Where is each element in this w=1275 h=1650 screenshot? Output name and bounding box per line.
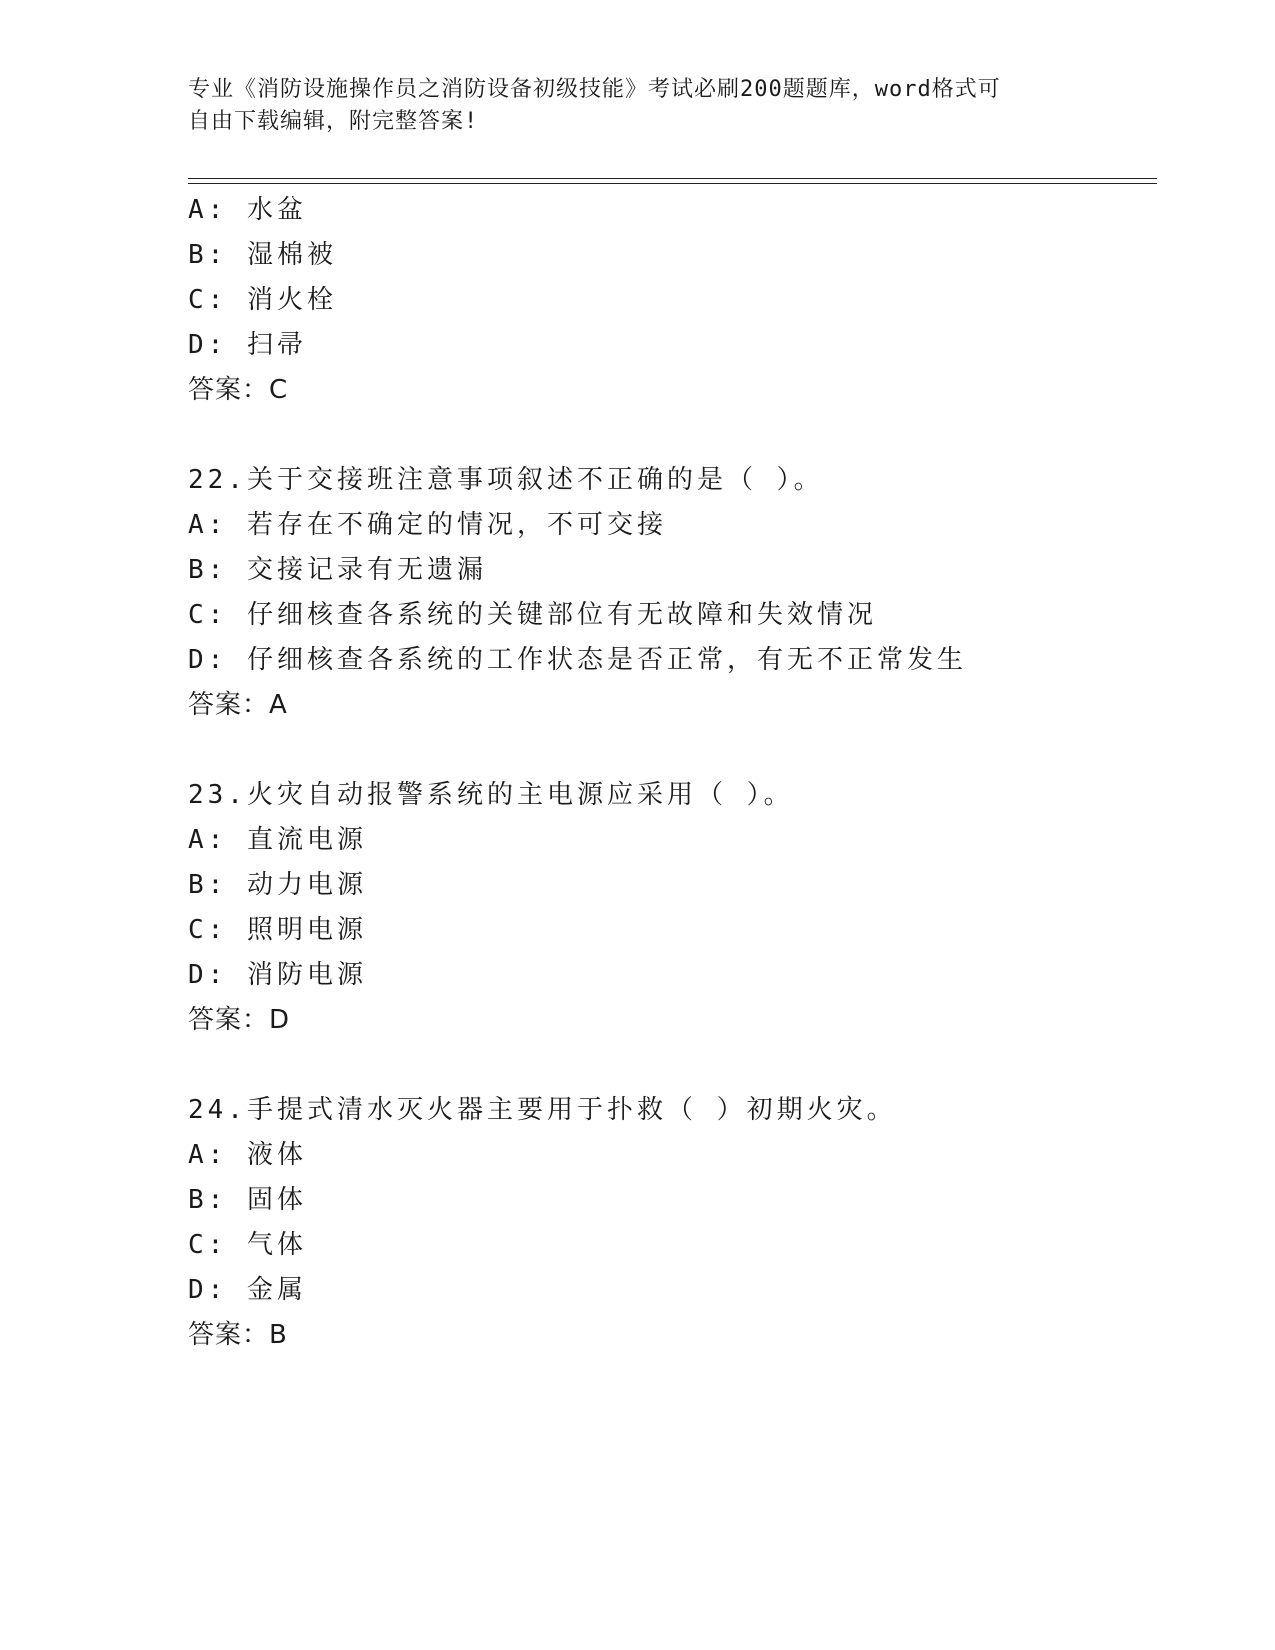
question-24-option-d: D: 金属 <box>188 1275 307 1305</box>
question-21-answer: 答案：C <box>188 375 289 405</box>
question-24-stem: 24.手提式清水灭火器主要用于扑救（ ）初期火灾。 <box>188 1095 897 1125</box>
question-21-option-b: B: 湿棉被 <box>188 240 337 270</box>
question-24-option-c: C: 气体 <box>188 1230 307 1260</box>
question-22-option-b: B: 交接记录有无遗漏 <box>188 555 487 585</box>
document-header <box>188 74 1068 138</box>
question-21-option-d: D: 扫帚 <box>188 330 307 360</box>
question-23-option-c: C: 照明电源 <box>188 915 367 945</box>
question-21-option-a: A: 水盆 <box>188 195 307 225</box>
question-22-option-d: D: 仔细核查各系统的工作状态是否正常，有无不正常发生 <box>188 645 967 675</box>
header-divider-bottom <box>188 183 1157 184</box>
question-22-stem: 22.关于交接班注意事项叙述不正确的是（ ）。 <box>188 465 824 495</box>
header-line-1: 专业《消防设施操作员之消防设备初级技能》考试必刷200题题库，word格式可 <box>188 77 1001 102</box>
question-22-option-c: C: 仔细核查各系统的关键部位有无故障和失效情况 <box>188 600 877 630</box>
question-23-stem: 23.火灾自动报警系统的主电源应采用（ ）。 <box>188 780 794 810</box>
question-23-option-b: B: 动力电源 <box>188 870 367 900</box>
question-23-option-d: D: 消防电源 <box>188 960 367 990</box>
question-23-answer: 答案：D <box>188 1005 291 1035</box>
question-22-option-a: A: 若存在不确定的情况，不可交接 <box>188 510 667 540</box>
header-line-2: 自由下载编辑，附完整答案! <box>188 109 479 134</box>
question-24-answer: 答案：B <box>188 1320 288 1350</box>
header-divider-top <box>188 178 1157 179</box>
question-22-answer: 答案：A <box>188 690 288 720</box>
question-21-option-c: C: 消火栓 <box>188 285 337 315</box>
question-23-option-a: A: 直流电源 <box>188 825 367 855</box>
question-24-option-a: A: 液体 <box>188 1140 307 1170</box>
question-24-option-b: B: 固体 <box>188 1185 307 1215</box>
